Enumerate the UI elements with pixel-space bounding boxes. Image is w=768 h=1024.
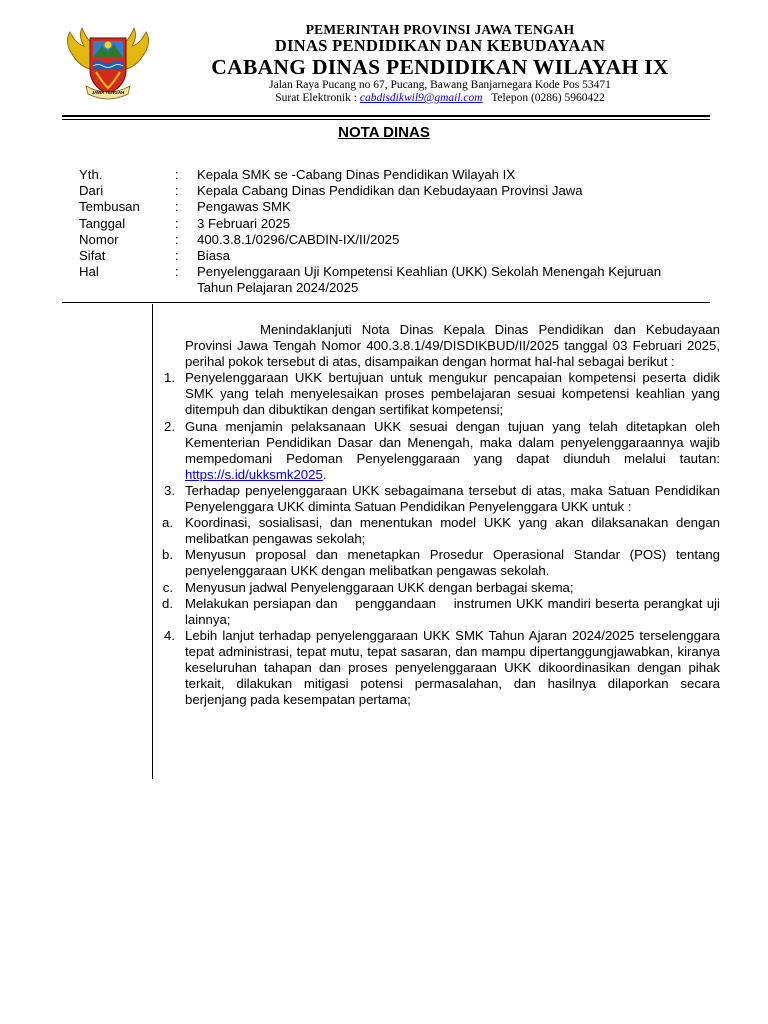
letterhead-agency: DINAS PENDIDIKAN DAN KEBUDAYAAN <box>274 36 606 55</box>
item-2-end: . <box>322 466 327 482</box>
email-label: Surat Elektronik : <box>275 92 360 104</box>
letterhead <box>160 22 720 105</box>
field-separator: : <box>175 199 179 215</box>
sub-list-item <box>164 515 720 547</box>
field-value: 400.3.8.1/0296/CABDIN-IX/II/2025 <box>197 231 400 247</box>
item-number: 2. <box>164 418 175 434</box>
memo-body <box>162 322 724 708</box>
item-text <box>185 419 720 483</box>
field-key: Dari <box>79 183 104 199</box>
field-key: Hal <box>79 264 99 280</box>
field-separator: : <box>175 264 179 280</box>
field-value: Penyelenggaraan Uji Kompetensi Keahlian (UKK) Sekolah Menengah Kejuruan Tahun Pelajaran 2024/2025 <box>197 264 662 296</box>
sub-item-text: Menyusun proposal dan menetapkan Prosedur Operasional Standar (POS) tentang penyelenggaraan UKK dengan melibatkan pengawas sekolah. <box>185 547 720 579</box>
sub-item-letter: d. <box>162 595 173 611</box>
field-value: Biasa <box>197 248 230 264</box>
field-row-tembusan <box>79 199 697 215</box>
item-2-text: Guna menjamin pelaksanaan UKK sesuai dengan tujuan yang telah ditetapkan oleh Kementerian Pendidikan Dasar dan Menengah, maka dalam penyelenggaraannya wajib mempedomani Pedoman Penyelenggaraan yang dapat diunduh melalui tautan: <box>185 418 720 466</box>
field-key: Yth. <box>79 167 103 182</box>
item-number: 4. <box>164 627 175 643</box>
guideline-link[interactable]: https://s.id/ukksmk2025 <box>185 466 323 482</box>
field-separator: : <box>175 231 179 247</box>
item-text: Lebih lanjut terhadap penyelenggaraan UKK SMK Tahun Ajaran 2024/2025 terselenggara tepat administrasi, tepat mutu, tepat sasaran, dan mampu dipertanggungjawabkan, kiranya keseluruhan tahapan dan proses penyelenggaraan UKK dikoordinasikan dengan pihak terkait, dilakukan mitigasi potensi permasalahan, dan hasilnya dilaporkan secara berjenjang pada kesempatan pertama; <box>185 627 720 708</box>
document-title: NOTA DINAS <box>338 124 430 141</box>
letterhead-contact <box>160 92 720 105</box>
intro-paragraph <box>164 322 720 370</box>
field-separator: : <box>175 183 179 199</box>
field-key: Tanggal <box>79 215 126 231</box>
field-key: Nomor <box>79 231 119 247</box>
list-item <box>164 628 720 708</box>
phone-number: Telepon (0286) 5960422 <box>491 92 605 104</box>
field-row-yth <box>79 167 697 183</box>
item-number: 1. <box>164 370 175 386</box>
field-key: Tembusan <box>79 199 140 215</box>
sub-item-letter: c. <box>162 579 173 595</box>
letterhead-divider-thin <box>62 119 710 120</box>
sub-list-item <box>162 595 724 628</box>
field-value: 3 Februari 2025 <box>197 215 291 231</box>
sub-list-item <box>164 547 720 579</box>
list-item <box>164 370 720 418</box>
field-row-sifat <box>79 248 697 264</box>
sub-item-letter: a. <box>162 515 173 531</box>
sub-item-letter: b. <box>162 547 173 563</box>
sub-list-item <box>164 580 720 596</box>
sub-item-text: Menyusun jadwal Penyelenggaraan UKK dengan berbagai skema; <box>185 579 574 595</box>
list-item <box>164 483 720 515</box>
field-row-nomor <box>79 232 697 248</box>
letterhead-divider-thick <box>62 115 710 117</box>
item-text: Penyelenggaraan UKK bertujuan untuk mengukur pencapaian kompetensi peserta didik SMK yang telah menyelesaikan proses pembelajaran sesuai kompetensi keahlian yang ditempuh dan dibuktikan dengan sertifikat kompetensi; <box>185 370 720 418</box>
jawa-tengah-seal-logo <box>62 24 154 102</box>
field-key: Sifat <box>79 248 106 264</box>
letterhead-address: Jalan Raya Pucang no 67, Pucang, Bawang Banjarnegara Kode Pos 53471 <box>269 79 611 91</box>
letterhead-branch: CABANG DINAS PENDIDIKAN WILAYAH IX <box>211 55 669 79</box>
item-number: 3. <box>164 482 175 498</box>
field-separator: : <box>175 215 179 231</box>
field-value: Kepala Cabang Dinas Pendidikan dan Kebudayaan Provinsi Jawa <box>197 183 583 199</box>
list-item <box>164 419 720 483</box>
field-row-hal <box>79 264 697 296</box>
sub-item-text: Koordinasi, sosialisasi, dan menentukan model UKK yang akan dilaksanakan dengan melibatkan pengawas sekolah; <box>185 515 720 547</box>
field-separator: : <box>175 248 179 264</box>
field-row-tanggal <box>79 216 697 232</box>
field-value: Pengawas SMK <box>197 199 291 215</box>
field-value: Kepala SMK se -Cabang Dinas Pendidikan Wilayah IX <box>197 167 516 182</box>
seal-ribbon-text: JAWA TENGAH <box>91 90 125 95</box>
intro-text: Menindaklanjuti Nota Dinas Kepala Dinas Pendidikan dan Kebudayaan Provinsi Jawa Tengah Nomor 400.3.8.1/49/DISDIKBUD/II/2025 tanggal 03 Februari 2025, perihal pokok tersebut di atas, disampaikan dengan hormat hal-hal sebagai berikut : <box>185 322 720 370</box>
letterhead-government: PEMERINTAH PROVINSI JAWA TENGAH <box>305 22 575 37</box>
field-separator: : <box>175 167 179 182</box>
memo-header-fields <box>79 167 697 297</box>
email-link[interactable]: cabdisdikwil9@gmail.com <box>359 92 483 104</box>
header-divider <box>62 302 710 303</box>
sub-item-text: Melakukan persiapan dan penggandaan instrumen UKK mandiri beserta perangkat uji lainnya; <box>185 595 724 627</box>
field-row-dari <box>79 183 697 199</box>
item-text: Terhadap penyelenggaraan UKK sebagaimana tersebut di atas, maka Satuan Pendidikan Penyelenggara UKK diminta Satuan Pendidikan Penyelenggara UKK untuk : <box>185 482 720 515</box>
